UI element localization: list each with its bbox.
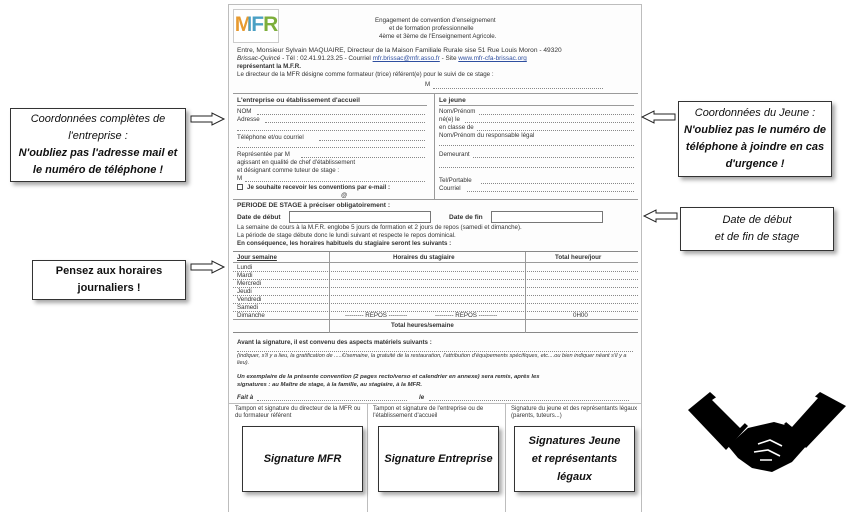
sig-col-div-1 — [367, 404, 368, 512]
date-debut-label: Date de début — [237, 214, 281, 221]
callout-horaires-line-1: Pensez aux horaires — [55, 265, 163, 277]
intro-tel: - Tél : 02.41.91.23.25 - Courriel — [282, 55, 371, 62]
total-semaine-label: Total heures/semaine — [391, 322, 454, 329]
callout-dates — [680, 207, 834, 251]
ent-nom: NOM — [237, 108, 252, 115]
ent-representee-line — [301, 157, 425, 158]
block-divider — [434, 93, 435, 199]
ent-adresse-line — [265, 122, 425, 123]
left-arrow-icon — [642, 209, 678, 223]
signature-jeune-box[interactable] — [514, 426, 635, 492]
periode-text-2: La période de stage débute donc le lundi suivant et respecte le repos dominical. — [237, 232, 456, 239]
ent-tuteur: et désignant comme tuteur de stage : — [237, 167, 340, 174]
row-rule-1 — [233, 271, 638, 272]
callout-entreprise-line-1: Coordonnées complètes de — [30, 113, 166, 125]
entreprise-heading-rule — [237, 105, 427, 106]
callout-entreprise-line-3: N'oubliez pas l'adresse mail et — [18, 147, 178, 159]
jeune-ne-line — [465, 122, 634, 123]
signature-entreprise-label: Signature Entreprise — [384, 453, 493, 465]
header-horaires: Horaires du stagiaire — [393, 254, 455, 261]
periode-text-1: La semaine de cours à la M.F.R. englobe 5 jours de formation et 2 jours de repos (samedi et dimanche). — [237, 224, 522, 231]
intro-place: Brissac-Quincé — [237, 55, 281, 62]
header-total: Total heure/jour — [555, 254, 602, 261]
day-samedi: Samedi — [237, 304, 258, 311]
jeune-courriel-line — [467, 191, 634, 192]
callout-dates-line-1: Date de début — [722, 214, 792, 226]
repos-2: --------- REPOS --------- — [435, 312, 498, 319]
jeune-classe: en classe de — [439, 124, 474, 131]
mfr-logo — [233, 9, 279, 43]
row-rule-5 — [233, 303, 638, 304]
periode-heading: PERIODE DE STAGE à préciser obligatoirement : — [237, 202, 391, 209]
form-title-2: et de formation professionnelle — [389, 25, 474, 32]
sig-col-div-2 — [505, 404, 506, 512]
ent-tel: Téléphone et/ou courriel — [237, 134, 304, 141]
header-jour: Jour semaine — [237, 254, 277, 261]
day-lundi: Lundi — [237, 264, 253, 271]
row-rule-3 — [233, 287, 638, 288]
right-arrow-icon — [190, 260, 226, 274]
callout-entreprise-line-4: le numéro de téléphone ! — [32, 164, 164, 176]
jeune-nom: Nom/Prénom — [439, 108, 476, 115]
sig-header-mfr: Tampon et signature du directeur de la MFR ou du formateur référent — [235, 406, 361, 419]
jeune-tel: Tel/Portable — [439, 177, 472, 184]
signature-mfr-box[interactable] — [242, 426, 363, 492]
signature-jeune-label: Signatures Jeune et représentants légaux — [528, 435, 621, 483]
ent-m: M — [237, 175, 243, 182]
referent-line — [433, 88, 603, 89]
right-arrow-icon — [190, 112, 226, 126]
exemplaire-1: Un exemplaire de la présente convention (2 pages recto/verso et calendrier en annexe) sera remis, après les — [237, 374, 540, 380]
horaires-table — [233, 251, 638, 333]
exemplaire-2: signatures : au Maître de stage, à la famille, au stagiaire, à la MFR. — [237, 382, 422, 388]
header-rule — [233, 262, 638, 263]
jeune-heading: Le jeune — [439, 97, 466, 104]
date-debut-field[interactable] — [289, 211, 431, 223]
jeune-heading-rule — [439, 105, 634, 106]
jeune-ne: né(e) le — [439, 116, 460, 123]
ent-nom-line — [257, 114, 425, 115]
row-rule-2 — [233, 279, 638, 280]
periode-text-3: En conséquence, les horaires habituels du stagiaire seront les suivants : — [237, 240, 452, 247]
periode-top — [233, 199, 638, 200]
callout-dates-line-2: et de fin de stage — [714, 231, 800, 243]
signature-mfr-label: Signature MFR — [263, 453, 342, 465]
intro-line-1: Entre, Monsieur Sylvain MAQUAIRE, Directeur de la Maison Familiale Rurale sise 51 Rue Louis Moron - 49320 — [237, 47, 562, 54]
logo-text: MFR — [234, 10, 278, 40]
callout-horaires — [32, 260, 186, 300]
day-vendredi: Vendredi — [237, 296, 262, 303]
intro-site[interactable]: www.mfr-cfa-brissac.org — [458, 55, 527, 62]
day-mardi: Mardi — [237, 272, 253, 279]
sig-header-jeune: Signature du jeune et des représentants légaux (parents, tuteurs...) — [511, 406, 638, 419]
callout-jeune-line-1: Coordonnées du Jeune : — [694, 107, 816, 119]
col-divider-1 — [329, 252, 330, 333]
jeune-tel-line — [481, 183, 634, 184]
callout-jeune-line-3: téléphone à joindre en cas — [685, 141, 825, 153]
jeune-demeurant-line — [473, 157, 634, 158]
avantages-heading: Avant la signature, il est convenu des aspects matériels suivants : — [237, 339, 432, 346]
email-checkbox[interactable] — [237, 184, 243, 190]
entreprise-heading: L'entreprise ou établissement d'accueil — [237, 97, 360, 104]
callout-entreprise — [10, 108, 186, 182]
handshake-icon — [688, 392, 846, 478]
ent-adresse-line-2 — [237, 130, 425, 131]
form-title-1: Engagement de convention d'enseignement — [375, 17, 496, 24]
ent-qualite: agissant en qualité de chef d'établissement — [237, 159, 356, 166]
date-fin-field[interactable] — [491, 211, 603, 223]
jeune-nom-line — [479, 114, 634, 115]
email-checkbox-label: Je souhaite recevoir les conventions par e-mail : — [247, 184, 391, 191]
intro-line-2 — [237, 55, 527, 62]
callout-jeune — [678, 101, 832, 177]
avantages-line — [237, 351, 633, 352]
dimanche-total: 0H00 — [573, 312, 588, 319]
ent-adresse: Adresse — [237, 116, 260, 123]
callout-entreprise-line-2: l'entreprise : — [68, 130, 128, 142]
jeune-courriel: Courriel — [439, 185, 461, 192]
ent-tel-line-2 — [237, 147, 425, 148]
intro-line-4: Le directeur de la MFR désigne comme formateur (trice) référent(e) pour le suivi de ce stage : — [237, 71, 494, 78]
fait-a-line — [257, 400, 407, 401]
email-at: @ — [341, 192, 348, 199]
signature-entreprise-box[interactable] — [378, 426, 499, 492]
intro-line-5: M — [425, 81, 431, 88]
fait-le: le — [419, 394, 425, 401]
row-rule-4 — [233, 295, 638, 296]
left-arrow-icon — [640, 110, 676, 124]
row-rule-7 — [233, 319, 638, 320]
jeune-classe-line — [477, 130, 634, 131]
col-divider-2 — [525, 252, 526, 333]
ent-m-line — [245, 181, 425, 182]
intro-line-3: représentant la M.F.R. — [237, 63, 301, 70]
form-title-3: 4ème et 3ème de l'Enseignement Agricole. — [379, 33, 497, 40]
day-mercredi: Mercredi — [237, 280, 262, 287]
repos-1: --------- REPOS --------- — [345, 312, 408, 319]
jeune-responsable-line — [439, 145, 634, 146]
intro-site-label: - Site — [441, 55, 457, 62]
jeune-responsable: Nom/Prénom du responsable légal — [439, 132, 535, 139]
fait-a: Fait à — [237, 394, 254, 401]
fait-le-line — [429, 400, 629, 401]
day-dimanche: Dimanche — [237, 312, 265, 319]
callout-jeune-line-2: N'oubliez pas le numéro de — [684, 124, 826, 136]
jeune-demeurant-line-2 — [439, 167, 634, 168]
callout-jeune-line-4: d'urgence ! — [725, 158, 785, 170]
day-jeudi: Jeudi — [237, 288, 252, 295]
ent-representee: Représentée par M — [237, 151, 290, 158]
jeune-demeurant: Demeurant — [439, 151, 470, 158]
date-fin-label: Date de fin — [449, 214, 483, 221]
avantages-note: (indiquer, s'il y a lieu, la gratification de .....€/semaine, la gratuité de la restauration, l'attribution d'équipements spécifiques, etc....ou bien indiquer néant s'il y a lieu). — [237, 353, 627, 366]
block-top — [233, 93, 638, 94]
ent-tel-line — [319, 140, 425, 141]
intro-email[interactable]: mfr.brissac@mfr.asso.fr — [372, 55, 440, 62]
sig-header-entreprise: Tampon et signature de l'entreprise ou de l'établissement d'accueil — [373, 406, 484, 419]
convention-form — [228, 4, 642, 404]
callout-horaires-line-2: journaliers ! — [77, 282, 141, 294]
